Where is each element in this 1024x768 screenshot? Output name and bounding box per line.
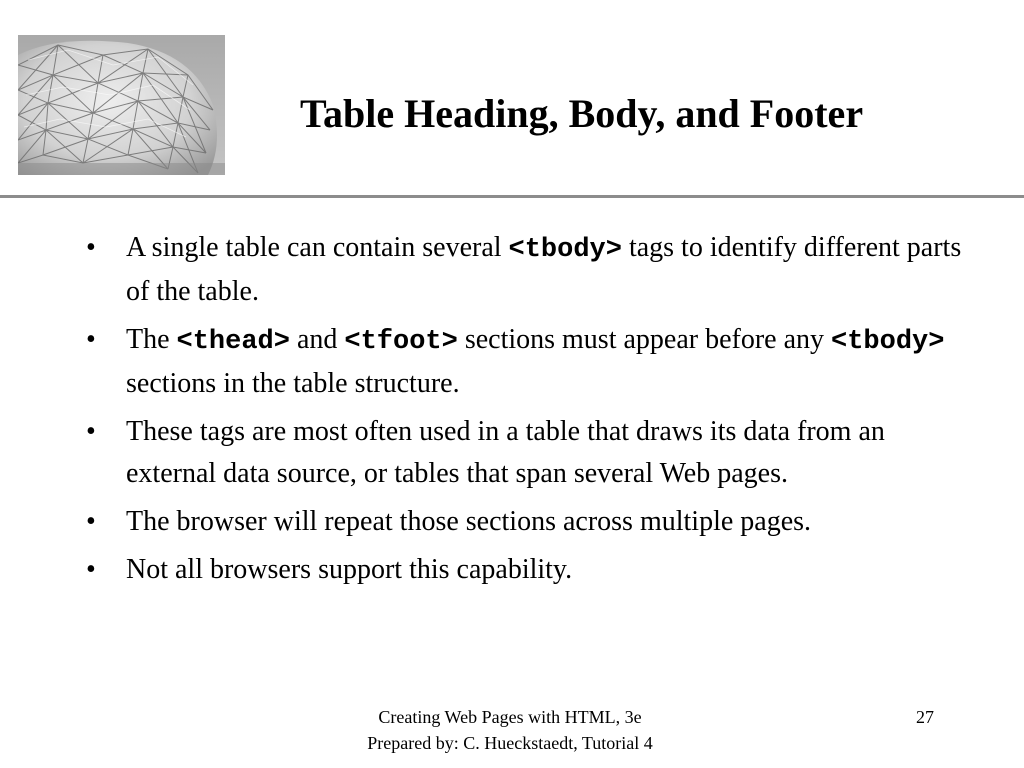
bullet-text [126, 506, 811, 537]
bullet-text-segment: sections must appear before any [457, 324, 832, 355]
bullet-text-segment: and [289, 324, 345, 355]
bullet-text [126, 324, 944, 399]
bullet-dot-icon: • [86, 232, 96, 263]
code-tag: <tbody> [831, 327, 945, 357]
bullet-dot-icon: • [86, 506, 96, 537]
bullet-item [86, 319, 966, 405]
code-tag: <tfoot> [344, 327, 458, 357]
page-number: 27 [916, 707, 934, 727]
bullet-text-segment: A single table can contain several [126, 232, 509, 263]
bullet-list [86, 227, 966, 597]
bullet-text-segment: tags to identify different parts of the table. [126, 232, 962, 307]
bullet-text [126, 416, 885, 489]
bullet-item [86, 549, 966, 591]
bullet-text-segment: The [126, 324, 177, 355]
bullet-text-segment: These tags are most often used in a table that draws its data from an external data source, or tables that span several Web pages. [126, 416, 885, 489]
slide-title: Table Heading, Body, and Footer [300, 91, 864, 136]
code-tag: <thead> [176, 327, 290, 357]
bullet-text [126, 232, 961, 307]
bullet-text [126, 554, 572, 585]
bullet-text-segment: Not all browsers support this capability. [126, 554, 573, 585]
bullet-text-segment: The browser will repeat those sections across multiple pages. [126, 506, 812, 537]
header-divider [0, 195, 1024, 198]
bullet-text-segment: sections in the table structure. [126, 368, 460, 399]
bullet-dot-icon: • [86, 416, 96, 447]
bullet-item [86, 411, 966, 495]
footer-author: Prepared by: C. Hueckstaedt, Tutorial 4 [367, 733, 653, 753]
geodesic-dome-photo-icon [18, 35, 225, 175]
code-tag: <tbody> [508, 235, 622, 265]
bullet-item [86, 227, 966, 313]
bullet-dot-icon: • [86, 324, 96, 355]
footer-course-title: Creating Web Pages with HTML, 3e [378, 707, 642, 727]
footer-caption [300, 704, 720, 756]
bullet-item [86, 501, 966, 543]
bullet-dot-icon: • [86, 554, 96, 585]
